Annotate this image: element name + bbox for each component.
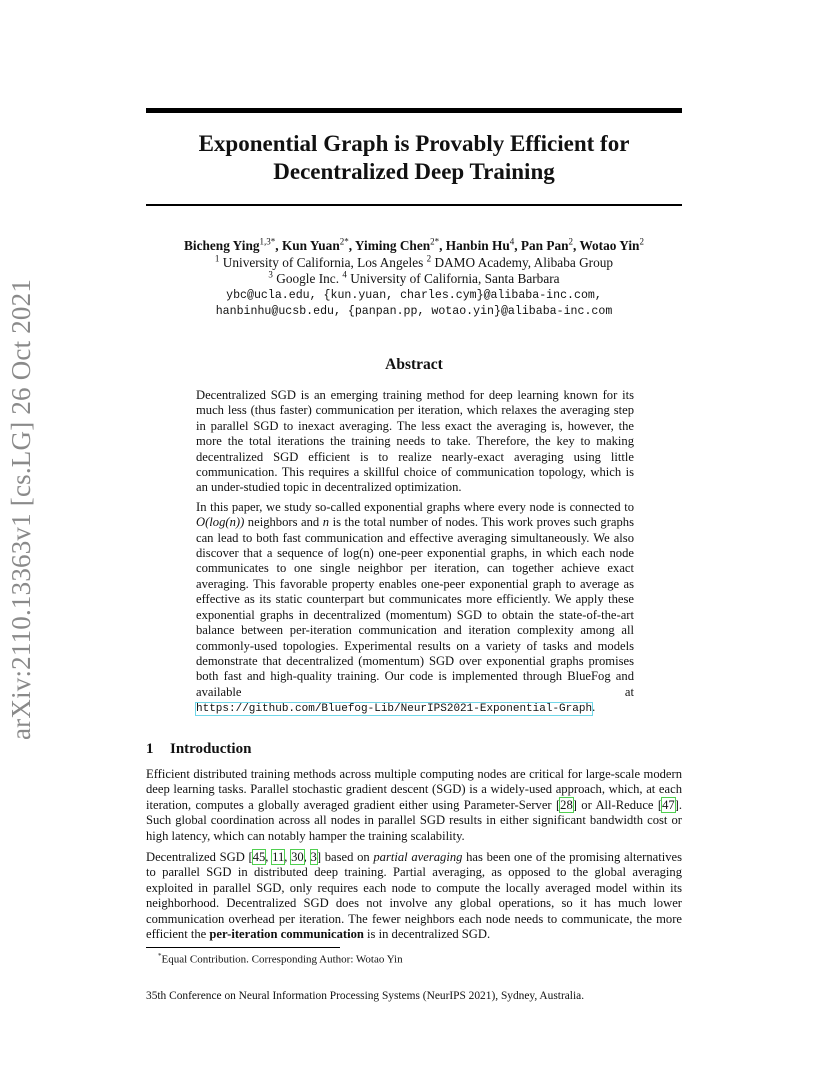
affiliation: University of California, Los Angeles [222, 254, 424, 270]
code-url-link[interactable]: https://github.com/Bluefog-Lib/NeurIPS2021-Exponential-Graph [196, 703, 593, 716]
email-line-1: ybc@ucla.edu, {kun.yuan, charles.cym}@alibaba-inc.com, [226, 288, 602, 302]
abstract-paragraph-2 [196, 500, 634, 718]
footnote-rule [146, 947, 340, 948]
author-sup: 2* [339, 236, 349, 247]
citation-link[interactable]: 45 [252, 850, 266, 865]
text-run: ]. Such global coordination across all nodes in parallel SGD results in either significant bandwidth cost or high latency, which can notably hamper the training scalability. [146, 797, 682, 843]
author-name: Wotao Yin [579, 238, 640, 253]
text-run: ] based on [316, 850, 374, 865]
author-names: Bicheng Ying$^{1,3*}$, Kun Yuan$^{2*}$, Yiming Chen$^{2*}$, Hanbin Hu$^4$, Pan Pan$^2$, Wotao Yin$^2$ [184, 236, 644, 253]
affiliation: DAMO Academy, Alibaba Group [434, 254, 614, 270]
citation-link[interactable]: 47 [662, 797, 675, 812]
title-line-1: Exponential Graph is Provably Efficient for [198, 131, 630, 156]
footnote-text: Equal Contribution. Corresponding Author: Wotao Yin [161, 953, 403, 966]
citation-link[interactable]: 28 [560, 797, 573, 812]
author-sup: 1,3* [259, 236, 276, 247]
section-heading-introduction [146, 741, 251, 758]
text-run: . [592, 700, 596, 715]
text-run: ] or All-Reduce [ [572, 797, 663, 812]
section-number: 1 [146, 741, 154, 757]
affil-sup: 3 [268, 269, 273, 280]
section-title: Introduction [170, 741, 252, 757]
intro-paragraph-2: Decentralized SGD [45, 11, 30, 3] based on partial averaging has been one of the promising alternatives to parallel SGD in distributed deep training. Partial averaging, as opposed to the global averaging exploited in parallel SGD, only requires each node to compute the locally averaged model within its neighborhood. Decentralized SGD does not involve any global operations, so it has much lower communication overhead per iteration. The fewer neighbors each node needs to communicate, the more efficient the per-iteration communication is in decentralized SGD. [146, 850, 682, 942]
affil-sup: 4 [342, 269, 347, 280]
citation-link[interactable]: 3 [310, 850, 317, 865]
text-run: Efficient distributed training methods across multiple computing nodes are critical for large-scale modern deep learning tasks. Parallel stochastic gradient descent (SGD) is a widely-used approach, which, at each iteration, computes a globally averaged gradient either using Parameter-Server [ [146, 767, 682, 812]
author-block [146, 238, 682, 321]
title-top-rule [146, 108, 682, 113]
affiliation-line-2 [146, 271, 682, 288]
author-sup: 4 [509, 236, 515, 247]
text-run: one-peer exponential graphs, in which each node communicates to one single neighbor per iteration, can together achieve exact averaging. This favorable property enables one-peer exponential graph to average as effective as its static counterpart but communicates more efficiently. We apply these exponential graphs in decentralized (momentum) SGD to obtain the state-of-the-art balance between per-iteration communication and iteration complexity among all commonly-used topologies. Experimental results on a variety of tasks and models demonstrate that decentralized (momentum) SGD over exponential graphs promises both fast and high-quality training. Our code is implemented through BlueFog and available at [196, 546, 634, 699]
citation-link[interactable]: 11 [272, 850, 285, 865]
footnote-mark: * [158, 952, 162, 960]
abstract-paragraph-1: Decentralized SGD is an emerging training method for deep learning known for its much less (thus faster) communication per iteration, which relaxes the averaging step in parallel SGD to inexact averaging. The less exact the averaging is, however, the more the total iterations the training needs to take. Therefore, the key to making decentralized SGD efficient is to realize nearly-exact averaging using little communication. This requires a skillful choice of communication topology, which is an under-studied topic in decentralized optimization. [196, 388, 634, 495]
author-sup: 2 [639, 236, 644, 247]
affiliation: University of California, Santa Barbara [350, 271, 560, 286]
abstract-body [196, 388, 634, 722]
affiliation-line-1 [146, 255, 682, 272]
author-name: Hanbin Hu [445, 238, 510, 253]
text-run: neighbors and [244, 515, 323, 530]
strong-text: per-iteration communication [209, 927, 364, 942]
conference-note: 35th Conference on Neural Information Processing Systems (NeurIPS 2021), Sydney, Australia. [146, 990, 585, 1002]
citation-link[interactable]: 30 [291, 850, 304, 865]
affiliation: Google Inc. [276, 271, 340, 286]
title-bottom-rule [146, 204, 682, 206]
abstract-heading: Abstract [385, 356, 443, 373]
intro-paragraph-1 [146, 767, 682, 844]
text-run: is the total number of nodes. This work proves such graphs can lead to both fast communication and effective averaging simultaneously. We also discover that a sequence of [196, 515, 635, 561]
author-name: Kun Yuan [281, 238, 340, 253]
author-name: Yiming Chen [354, 238, 431, 253]
math: O(log(n)) [196, 515, 245, 530]
math: log(n) [343, 546, 374, 561]
author-name: Pan Pan [520, 238, 569, 253]
title-line-2: Decentralized Deep Training [273, 159, 555, 184]
email-line-2: hanbinhu@ucsb.edu, {panpan.pp, wotao.yin}@alibaba-inc.com [215, 305, 613, 318]
affil-sup: 1 [214, 253, 220, 264]
author-name: Bicheng Ying [184, 238, 260, 253]
affil-sup: 2 [426, 253, 432, 264]
paper-title [146, 130, 682, 186]
arxiv-stamp-text: arXiv:2110.13363v1 [cs.LG] 26 Oct 2021 [6, 278, 36, 740]
introduction-body [146, 767, 682, 948]
author-sup: 2* [430, 236, 440, 247]
footnote [158, 952, 403, 966]
text-run: In this paper, we study so-called exponential graphs where every node is connected to [196, 499, 634, 514]
emphasis: partial averaging [373, 850, 463, 865]
text-run: Decentralized SGD [ [146, 850, 253, 865]
author-sup: 2 [568, 236, 574, 247]
text-run: has been one of the promising alternatives to parallel SGD in distributed deep training. Partial averaging, as opposed to the global averaging exploited in parallel SGD, only requires each node to compute the locally averaged model within its neighborhood. Decentralized SGD does not involve any global operations, so it has much lower communication overhead per iteration. The fewer neighbors each node needs to communicate, the more efficient the [146, 850, 682, 942]
math: n [322, 515, 330, 530]
text-run: is in decentralized SGD. [363, 927, 491, 942]
